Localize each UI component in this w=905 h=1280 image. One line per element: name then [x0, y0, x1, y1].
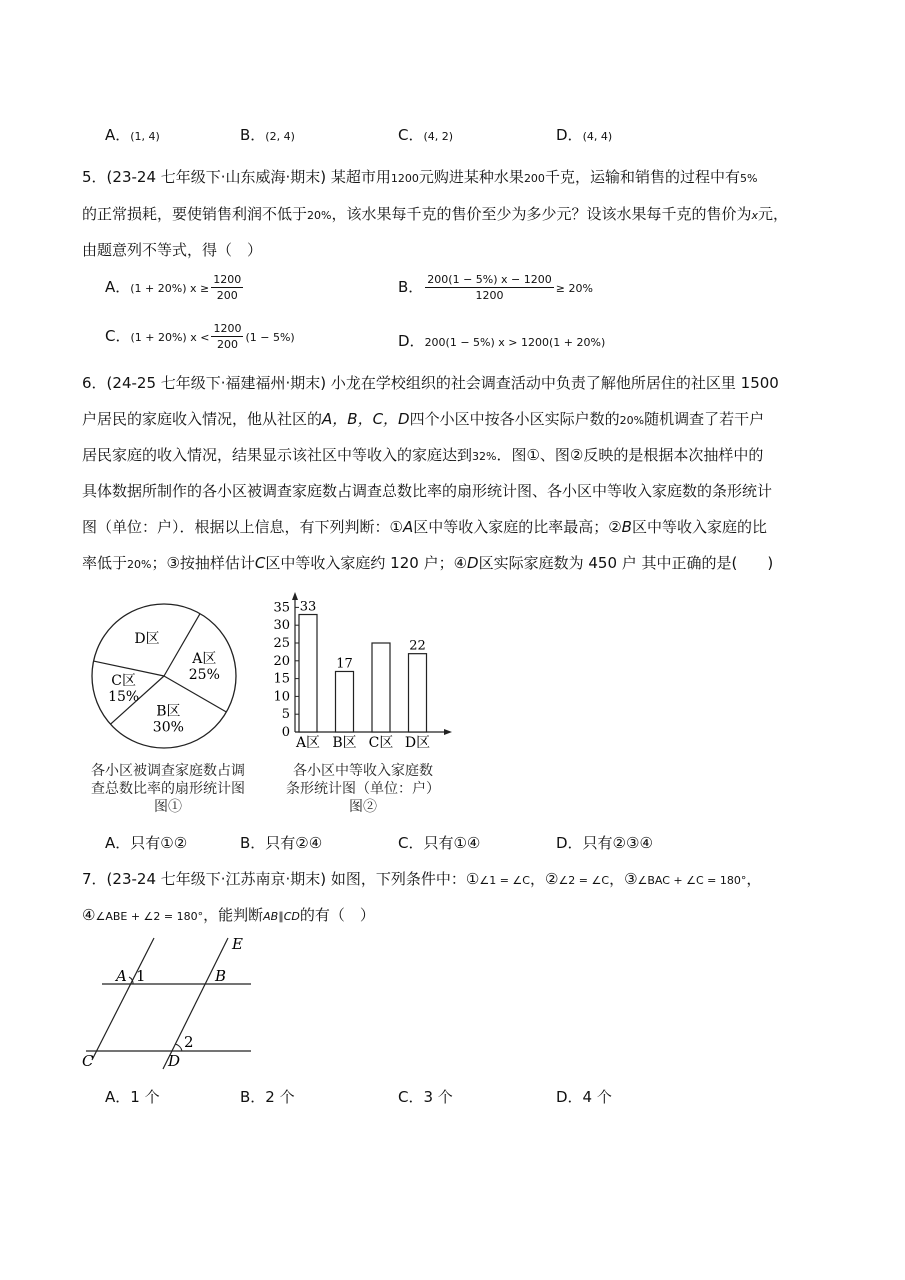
fraction — [425, 272, 553, 303]
math: A，B，C，D — [322, 410, 410, 428]
pie-slice-label: C区 — [111, 672, 137, 689]
q5-line-3 — [82, 240, 262, 260]
y-axis-arrow — [292, 592, 298, 600]
pie-caption-line-3: 图① — [154, 799, 182, 815]
q7-line-1 — [82, 869, 761, 891]
point-label-a: A — [116, 967, 127, 985]
line-de — [163, 938, 228, 1069]
math: 20% — [619, 414, 645, 427]
math: 1200 — [390, 172, 419, 185]
y-tick-label: 5 — [281, 707, 290, 723]
y-tick-label: 0 — [281, 725, 290, 740]
q5-option-c — [105, 321, 295, 352]
text: 居民家庭的收入情况，结果显示该社区中等收入的家庭达到 — [82, 446, 473, 464]
bar-data-label: 17 — [336, 656, 353, 672]
text: 具体数据所制作的各小区被调查家庭数占调查总数比率的扇形统计图、各小区中等收入家庭数的条形统计 — [82, 482, 773, 500]
text: 元购进某种水果 — [418, 168, 524, 186]
bar-caption-line-1: 各小区中等收入家庭数 — [293, 763, 433, 779]
pie-slice-label: B区 — [156, 703, 181, 720]
math: ∠2 = ∠C — [558, 874, 610, 887]
text: ，能判断 — [203, 906, 264, 924]
bar — [299, 615, 317, 732]
y-tick-label: 15 — [273, 671, 290, 687]
q7-option-c: C．3 个 — [398, 1088, 453, 1106]
math: (1 + 20%) x ≥ — [130, 282, 210, 295]
geometry-figure — [78, 934, 258, 1074]
q6-line-6 — [82, 553, 773, 575]
q7-option-b: B．2 个 — [240, 1088, 295, 1106]
y-tick-label: 35 — [273, 600, 290, 616]
x-tick-label: C区 — [368, 735, 394, 751]
q6-line-3 — [82, 445, 763, 467]
fraction — [211, 272, 243, 303]
option-label: D． — [398, 332, 425, 350]
text: 6．(24-25 七年级下·福建福州·期末) 小龙在学校组织的社会调查活动中负责了解他所居住的社区里 1500 — [82, 374, 779, 392]
option-label: C． — [398, 126, 424, 144]
pie-caption — [78, 762, 258, 816]
pie-slice-value: 25% — [188, 667, 220, 684]
math: ∠ABE + ∠2 = 180° — [95, 910, 204, 923]
point-label-d: D — [168, 1052, 181, 1070]
math: A — [402, 518, 414, 536]
text: 区中等收入家庭的比率最高；② — [413, 518, 622, 536]
option-label: B． — [398, 278, 424, 296]
x-tick-label: A区 — [295, 735, 321, 751]
q6-option-a: A．只有①② — [105, 834, 188, 852]
angle-label-2: 2 — [184, 1033, 194, 1051]
numerator: 200(1 − 5%) x − 1200 — [427, 273, 552, 286]
option-value: (1, 4) — [130, 130, 160, 143]
text: ，该水果每千克的售价至少为多少元？设该水果每千克的售价为 — [331, 205, 752, 223]
q7-option-a: A．1 个 — [105, 1088, 160, 1106]
x-axis-arrow — [444, 729, 452, 735]
pie-slice-label: A区 — [192, 651, 217, 668]
math: ≥ 20% — [555, 282, 593, 295]
q5-option-d — [398, 330, 605, 351]
q7-option-d: D．4 个 — [556, 1088, 612, 1106]
math: ∠1 = ∠C — [479, 874, 530, 887]
text: 5．(23-24 七年级下·山东威海·期末) 某超市用 — [82, 168, 391, 186]
q4-option-b — [240, 124, 295, 145]
bar-caption-line-2: 条形统计图（单位：户） — [286, 781, 440, 797]
math: ∠BAC + ∠C = 180° — [637, 874, 747, 887]
math: 200(1 − 5%) x > 1200(1 + 20%) — [424, 336, 606, 349]
pie-slice-label: D区 — [134, 630, 160, 647]
option-label: B． — [240, 126, 266, 144]
math: 32% — [472, 450, 497, 463]
math: 20% — [307, 209, 332, 222]
bar-caption — [278, 762, 448, 816]
option-label: D． — [556, 126, 583, 144]
q7-line-2 — [82, 905, 375, 927]
text: 7．(23-24 七年级下·江苏南京·期末) 如图，下列条件中：① — [82, 870, 480, 888]
text: 的正常损耗，要使销售利润不低于 — [82, 205, 308, 223]
text: 率低于 — [82, 554, 128, 572]
q6-line-5 — [82, 517, 767, 537]
bar — [409, 654, 427, 732]
y-tick-label: 20 — [273, 653, 290, 669]
bar-data-label: 22 — [409, 638, 426, 654]
q6-line-1 — [82, 373, 779, 393]
text: 区中等收入家庭的比 — [631, 518, 767, 536]
denominator: 200 — [216, 338, 238, 351]
q6-option-c: C．只有①④ — [398, 834, 481, 852]
text: 千克，运输和销售的过程中有 — [544, 168, 740, 186]
option-value: (4, 4) — [582, 130, 613, 143]
pie-slice-value: 30% — [152, 719, 184, 736]
bar-caption-line-3: 图② — [349, 799, 377, 815]
text: ，② — [529, 870, 559, 888]
bar — [336, 671, 354, 732]
text: 区实际家庭数为 450 户 其中正确的是( ) — [478, 554, 774, 572]
text: 户居民的家庭收入情况，他从社区的 — [82, 410, 323, 428]
text: 随机调查了若干户 — [644, 410, 765, 428]
math: x — [751, 209, 758, 222]
bar — [372, 643, 390, 732]
q5-option-a — [105, 272, 245, 303]
text: 区中等收入家庭约 120 户；④ — [265, 554, 468, 572]
numerator: 1200 — [213, 322, 242, 335]
math: C — [254, 554, 266, 572]
point-label-b: B — [215, 967, 227, 985]
pie-slice-value: 15% — [108, 688, 140, 705]
option-label: A． — [105, 126, 131, 144]
denominator: 1200 — [475, 289, 504, 302]
math: D — [467, 554, 479, 572]
x-tick-label: D区 — [404, 735, 431, 751]
q4-option-a — [105, 124, 160, 145]
q5-line-1 — [82, 167, 757, 189]
bar-data-label: 33 — [299, 599, 317, 615]
text: 由题意列不等式，得（ ） — [82, 241, 263, 259]
text: 元， — [758, 205, 789, 223]
line-ac — [92, 938, 154, 1060]
q4-option-d — [556, 124, 612, 145]
math: 200 — [523, 172, 545, 185]
text: ．图①、图②反映的是根据本次抽样中的 — [496, 446, 764, 464]
text: ；③按抽样估计 — [151, 554, 255, 572]
bar-chart — [262, 584, 462, 756]
y-tick-label: 30 — [273, 618, 290, 634]
math: 20% — [127, 558, 152, 571]
q6-line-4 — [82, 481, 772, 501]
pie-chart — [84, 596, 244, 756]
numerator: 1200 — [213, 273, 242, 286]
pie-caption-line-1: 各小区被调查家庭数占调 — [91, 763, 245, 779]
y-tick-label: 10 — [273, 689, 290, 705]
pie-caption-line-2: 查总数比率的扇形统计图 — [91, 781, 245, 797]
angle-label-1: 1 — [136, 967, 146, 985]
q5-line-2 — [82, 204, 788, 226]
angle-2-arc — [175, 1044, 182, 1051]
option-label: C． — [105, 327, 131, 345]
text: 四个小区中按各小区实际户数的 — [409, 410, 620, 428]
denominator: 200 — [216, 289, 238, 302]
math: AB∥CD — [263, 910, 300, 923]
q6-option-b: B．只有②④ — [240, 834, 323, 852]
x-tick-label: B区 — [332, 735, 357, 751]
text: 图（单位：户）．根据以上信息，有下列判断：① — [82, 518, 403, 536]
text: ， — [746, 870, 762, 888]
math: 5% — [739, 172, 758, 185]
math: (1 + 20%) x < — [130, 331, 210, 344]
fraction — [211, 321, 243, 352]
y-tick-label: 25 — [273, 636, 290, 651]
text: 的有（ ） — [299, 906, 375, 924]
math: (1 − 5%) — [245, 331, 295, 344]
q6-option-d: D．只有②③④ — [556, 834, 653, 852]
point-label-c: C — [82, 1052, 94, 1070]
q6-line-2 — [82, 409, 764, 431]
text: ④ — [82, 906, 96, 924]
option-label: A． — [105, 278, 131, 296]
option-value: (4, 2) — [423, 130, 454, 143]
math: B — [621, 518, 632, 536]
text: ，③ — [609, 870, 638, 888]
option-value: (2, 4) — [265, 130, 295, 143]
q5-option-b — [398, 272, 593, 303]
q4-option-c — [398, 124, 453, 145]
point-label-e: E — [232, 935, 243, 953]
